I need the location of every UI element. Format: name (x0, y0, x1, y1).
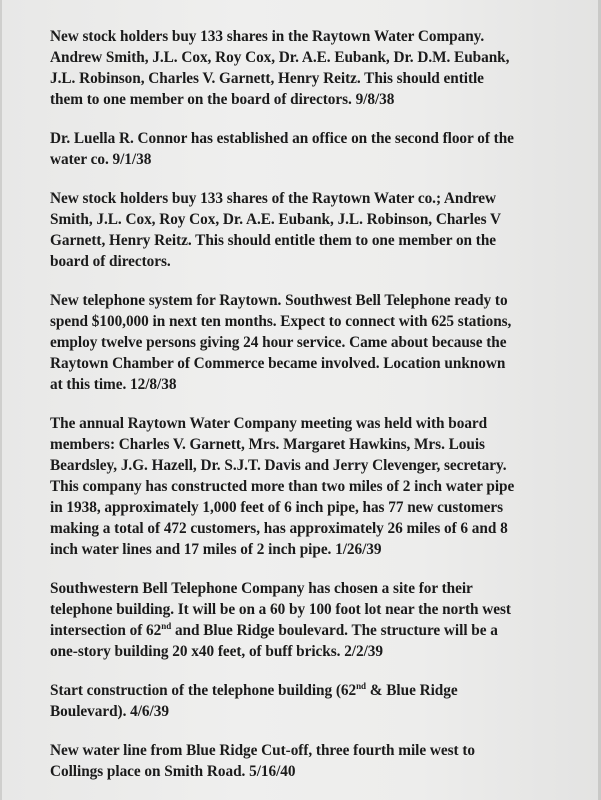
text-line (50, 620, 578, 641)
news-entry-stockholders-1 (50, 26, 578, 110)
text-line: New stock holders buy 133 shares in the Raytown Water Company. (50, 28, 485, 45)
text-line: telephone building. It will be on a 60 by 100 foot lot near the north west (50, 601, 511, 618)
news-entry-stockholders-2 (50, 188, 578, 272)
text-fragment: Start construction of the telephone building (62 (50, 682, 357, 699)
news-entry-water-line (50, 740, 578, 782)
text-fragment: & Blue Ridge (366, 682, 458, 699)
text-line: Beardsley, J.G. Hazell, Dr. S.J.T. Davis and Jerry Clevenger, secretary. (50, 457, 507, 474)
text-line: spend $100,000 in next ten months. Expect to connect with 625 stations, (50, 313, 512, 330)
text-line: Andrew Smith, J.L. Cox, Roy Cox, Dr. A.E. Eubank, Dr. D.M. Eubank, (50, 49, 510, 66)
text-line: Raytown Chamber of Commerce became involved. Location unknown (50, 355, 506, 372)
text-line (50, 680, 578, 701)
ordinal-suffix: nd (161, 620, 172, 631)
news-entry-water-meeting (50, 413, 578, 560)
text-line: Boulevard). 4/6/39 (50, 703, 169, 720)
ordinal-suffix: nd (356, 680, 367, 691)
text-line: inch water lines and 17 miles of 2 inch pipe. 1/26/39 (50, 541, 382, 558)
news-entry-telephone-site (50, 578, 578, 662)
text-fragment: intersection of 62 (50, 622, 162, 639)
text-line: This company has constructed more than two miles of 2 inch water pipe (50, 478, 515, 495)
text-line: one-story building 20 x40 feet, of buff bricks. 2/2/39 (50, 643, 383, 660)
news-entry-connor-office (50, 128, 578, 170)
text-line: in 1938, approximately 1,000 feet of 6 inch pipe, has 77 new customers (50, 499, 503, 516)
text-line: Dr. Luella R. Connor has established an office on the second floor of the (50, 130, 514, 147)
text-line: Garnett, Henry Reitz. This should entitle them to one member on the (50, 232, 497, 249)
text-fragment: and Blue Ridge boulevard. The structure will be a (171, 622, 498, 639)
text-line: employ twelve persons giving 24 hour service. Came about because the (50, 334, 507, 351)
text-line: board of directors. (50, 253, 171, 270)
text-line: members: Charles V. Garnett, Mrs. Margaret Hawkins, Mrs. Louis (50, 436, 485, 453)
text-line: Smith, J.L. Cox, Roy Cox, Dr. A.E. Eubank, J.L. Robinson, Charles V (50, 211, 501, 228)
text-line: New stock holders buy 133 shares of the Raytown Water co.; Andrew (50, 190, 497, 207)
news-entry-telephone-system (50, 290, 578, 395)
text-line: New water line from Blue Ridge Cut-off, three fourth mile west to (50, 742, 475, 759)
text-line: Collings place on Smith Road. 5/16/40 (50, 763, 296, 780)
text-line: them to one member on the board of directors. 9/8/38 (50, 91, 395, 108)
text-line: Southwestern Bell Telephone Company has chosen a site for their (50, 580, 473, 597)
text-line: making a total of 472 customers, has approximately 26 miles of 6 and 8 (50, 520, 508, 537)
text-line: J.L. Robinson, Charles V. Garnett, Henry Reitz. This should entitle (50, 70, 484, 87)
news-entry-telephone-construction (50, 680, 578, 722)
text-line: at this time. 12/8/38 (50, 376, 177, 393)
text-line: The annual Raytown Water Company meeting was held with board (50, 415, 488, 432)
text-line: water co. 9/1/38 (50, 151, 152, 168)
text-line: New telephone system for Raytown. Southwest Bell Telephone ready to (50, 292, 508, 309)
